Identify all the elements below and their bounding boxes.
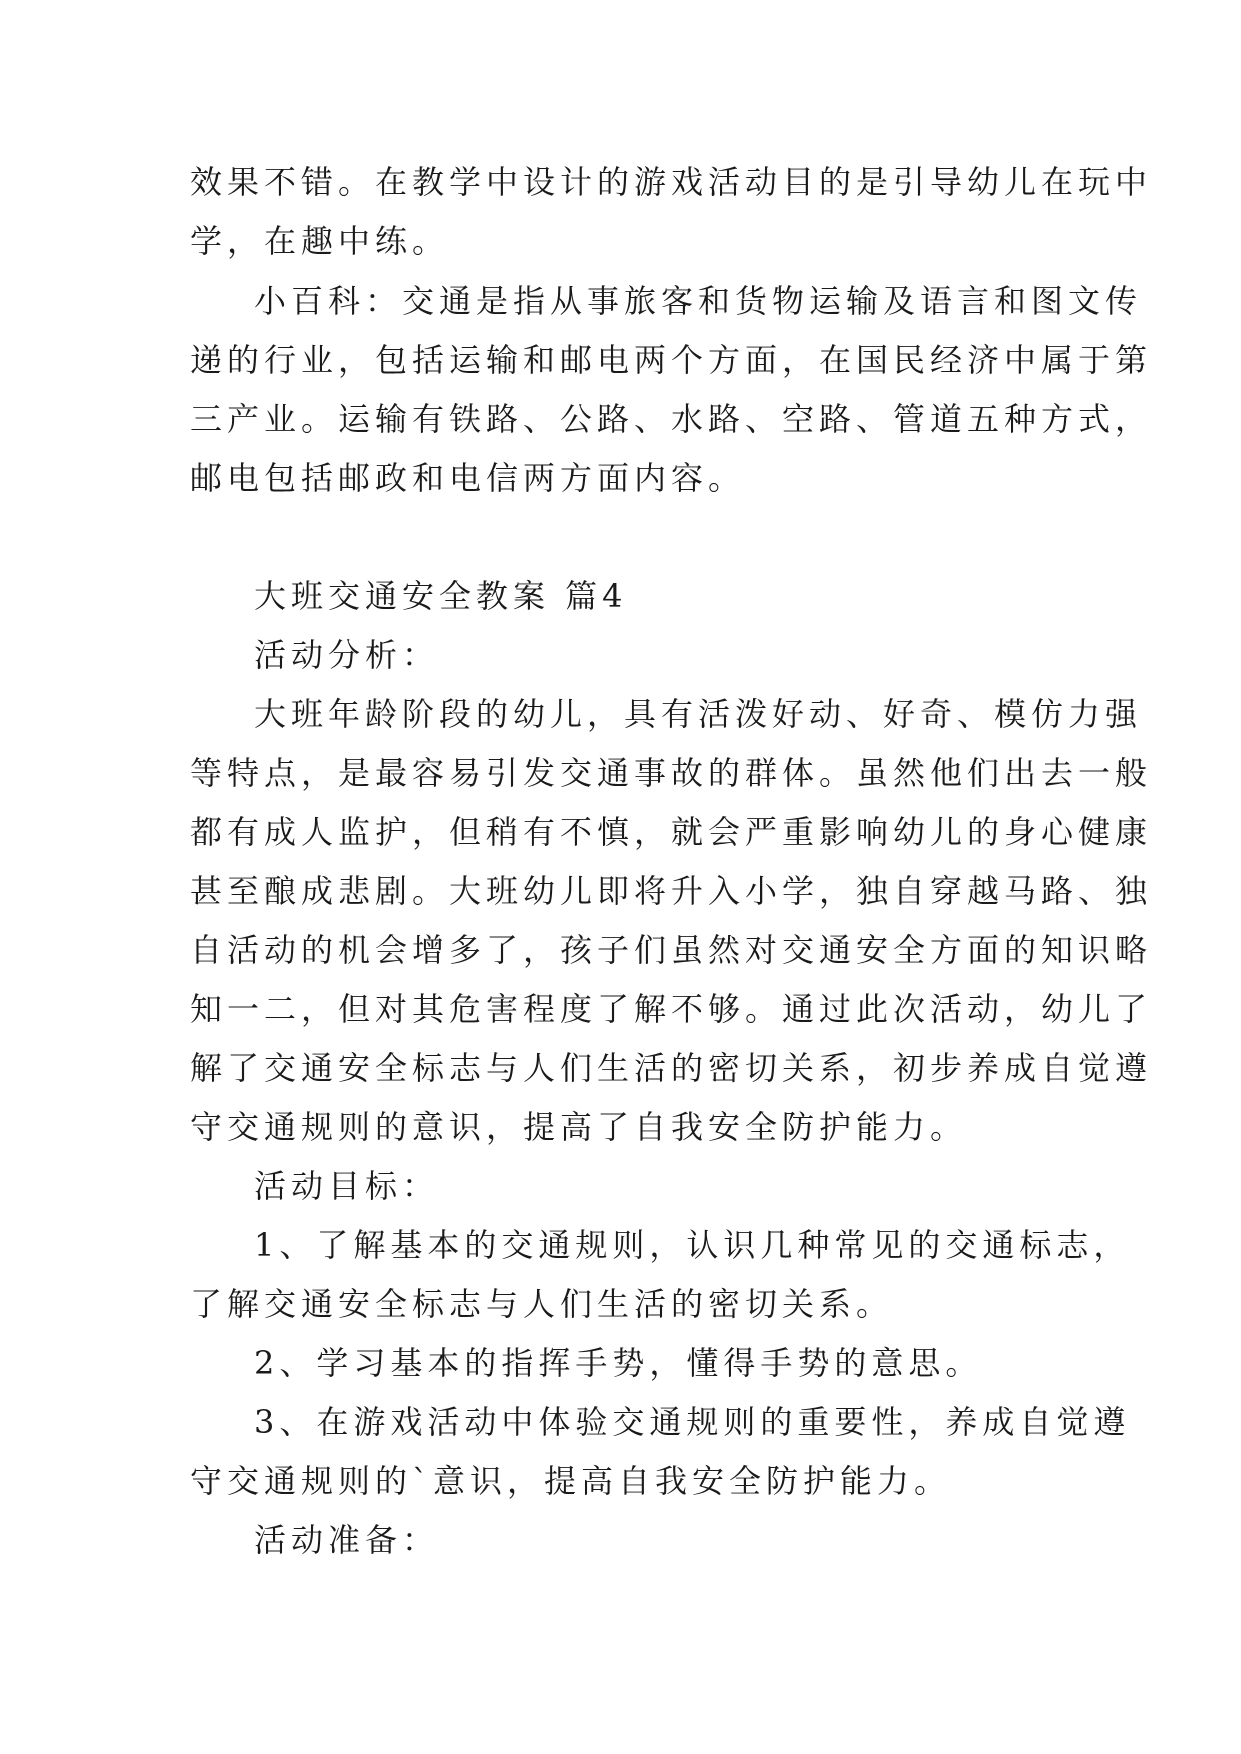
list-item-line: 守交通规则的`意识，提高自我安全防护能力。: [190, 1462, 952, 1500]
paragraph-line: 甚至酿成悲剧。大班幼儿即将升入小学，独自穿越马路、独: [190, 872, 1153, 910]
list-item-line: 1、了解基本的交通规则，认识几种常见的交通标志，: [254, 1226, 1131, 1264]
paragraph-line: 守交通规则的意识，提高了自我安全防护能力。: [190, 1108, 968, 1146]
paragraph-line: 三产业。运输有铁路、公路、水路、空路、管道五种方式，: [190, 400, 1153, 438]
paragraph-line: 邮电包括邮政和电信两方面内容。: [190, 459, 746, 497]
paragraph-line: 知一二，但对其危害程度了解不够。通过此次活动，幼儿了: [190, 990, 1153, 1028]
paragraph-line: 解了交通安全标志与人们生活的密切关系，初步养成自觉遵: [190, 1049, 1153, 1087]
paragraph-line: 效果不错。在教学中设计的游戏活动目的是引导幼儿在玩中: [190, 163, 1153, 201]
list-item-line: 2、学习基本的指挥手势，懂得手势的意思。: [254, 1344, 983, 1382]
paragraph-line: 大班年龄阶段的幼儿，具有活泼好动、好奇、模仿力强: [254, 695, 1143, 733]
paragraph-line: 递的行业，包括运输和邮电两个方面，在国民经济中属于第: [190, 341, 1153, 379]
subheading: 活动分析：: [254, 636, 440, 674]
paragraph-line: 学，在趣中练。: [190, 222, 450, 260]
list-item-line: 了解交通安全标志与人们生活的密切关系。: [190, 1285, 894, 1323]
subheading: 活动准备：: [254, 1521, 440, 1559]
paragraph-line: 等特点，是最容易引发交通事故的群体。虽然他们出去一般: [190, 754, 1153, 792]
paragraph-line: 小百科：交通是指从事旅客和货物运输及语言和图文传: [254, 282, 1143, 320]
paragraph-line: 都有成人监护，但稍有不慎，就会严重影响幼儿的身心健康: [190, 813, 1153, 851]
section-heading: 大班交通安全教案 篇4: [254, 577, 628, 615]
paragraph-line: 自活动的机会增多了，孩子们虽然对交通安全方面的知识略: [190, 931, 1153, 969]
subheading: 活动目标：: [254, 1167, 440, 1205]
list-item-line: 3、在游戏活动中体验交通规则的重要性，养成自觉遵: [254, 1403, 1131, 1441]
